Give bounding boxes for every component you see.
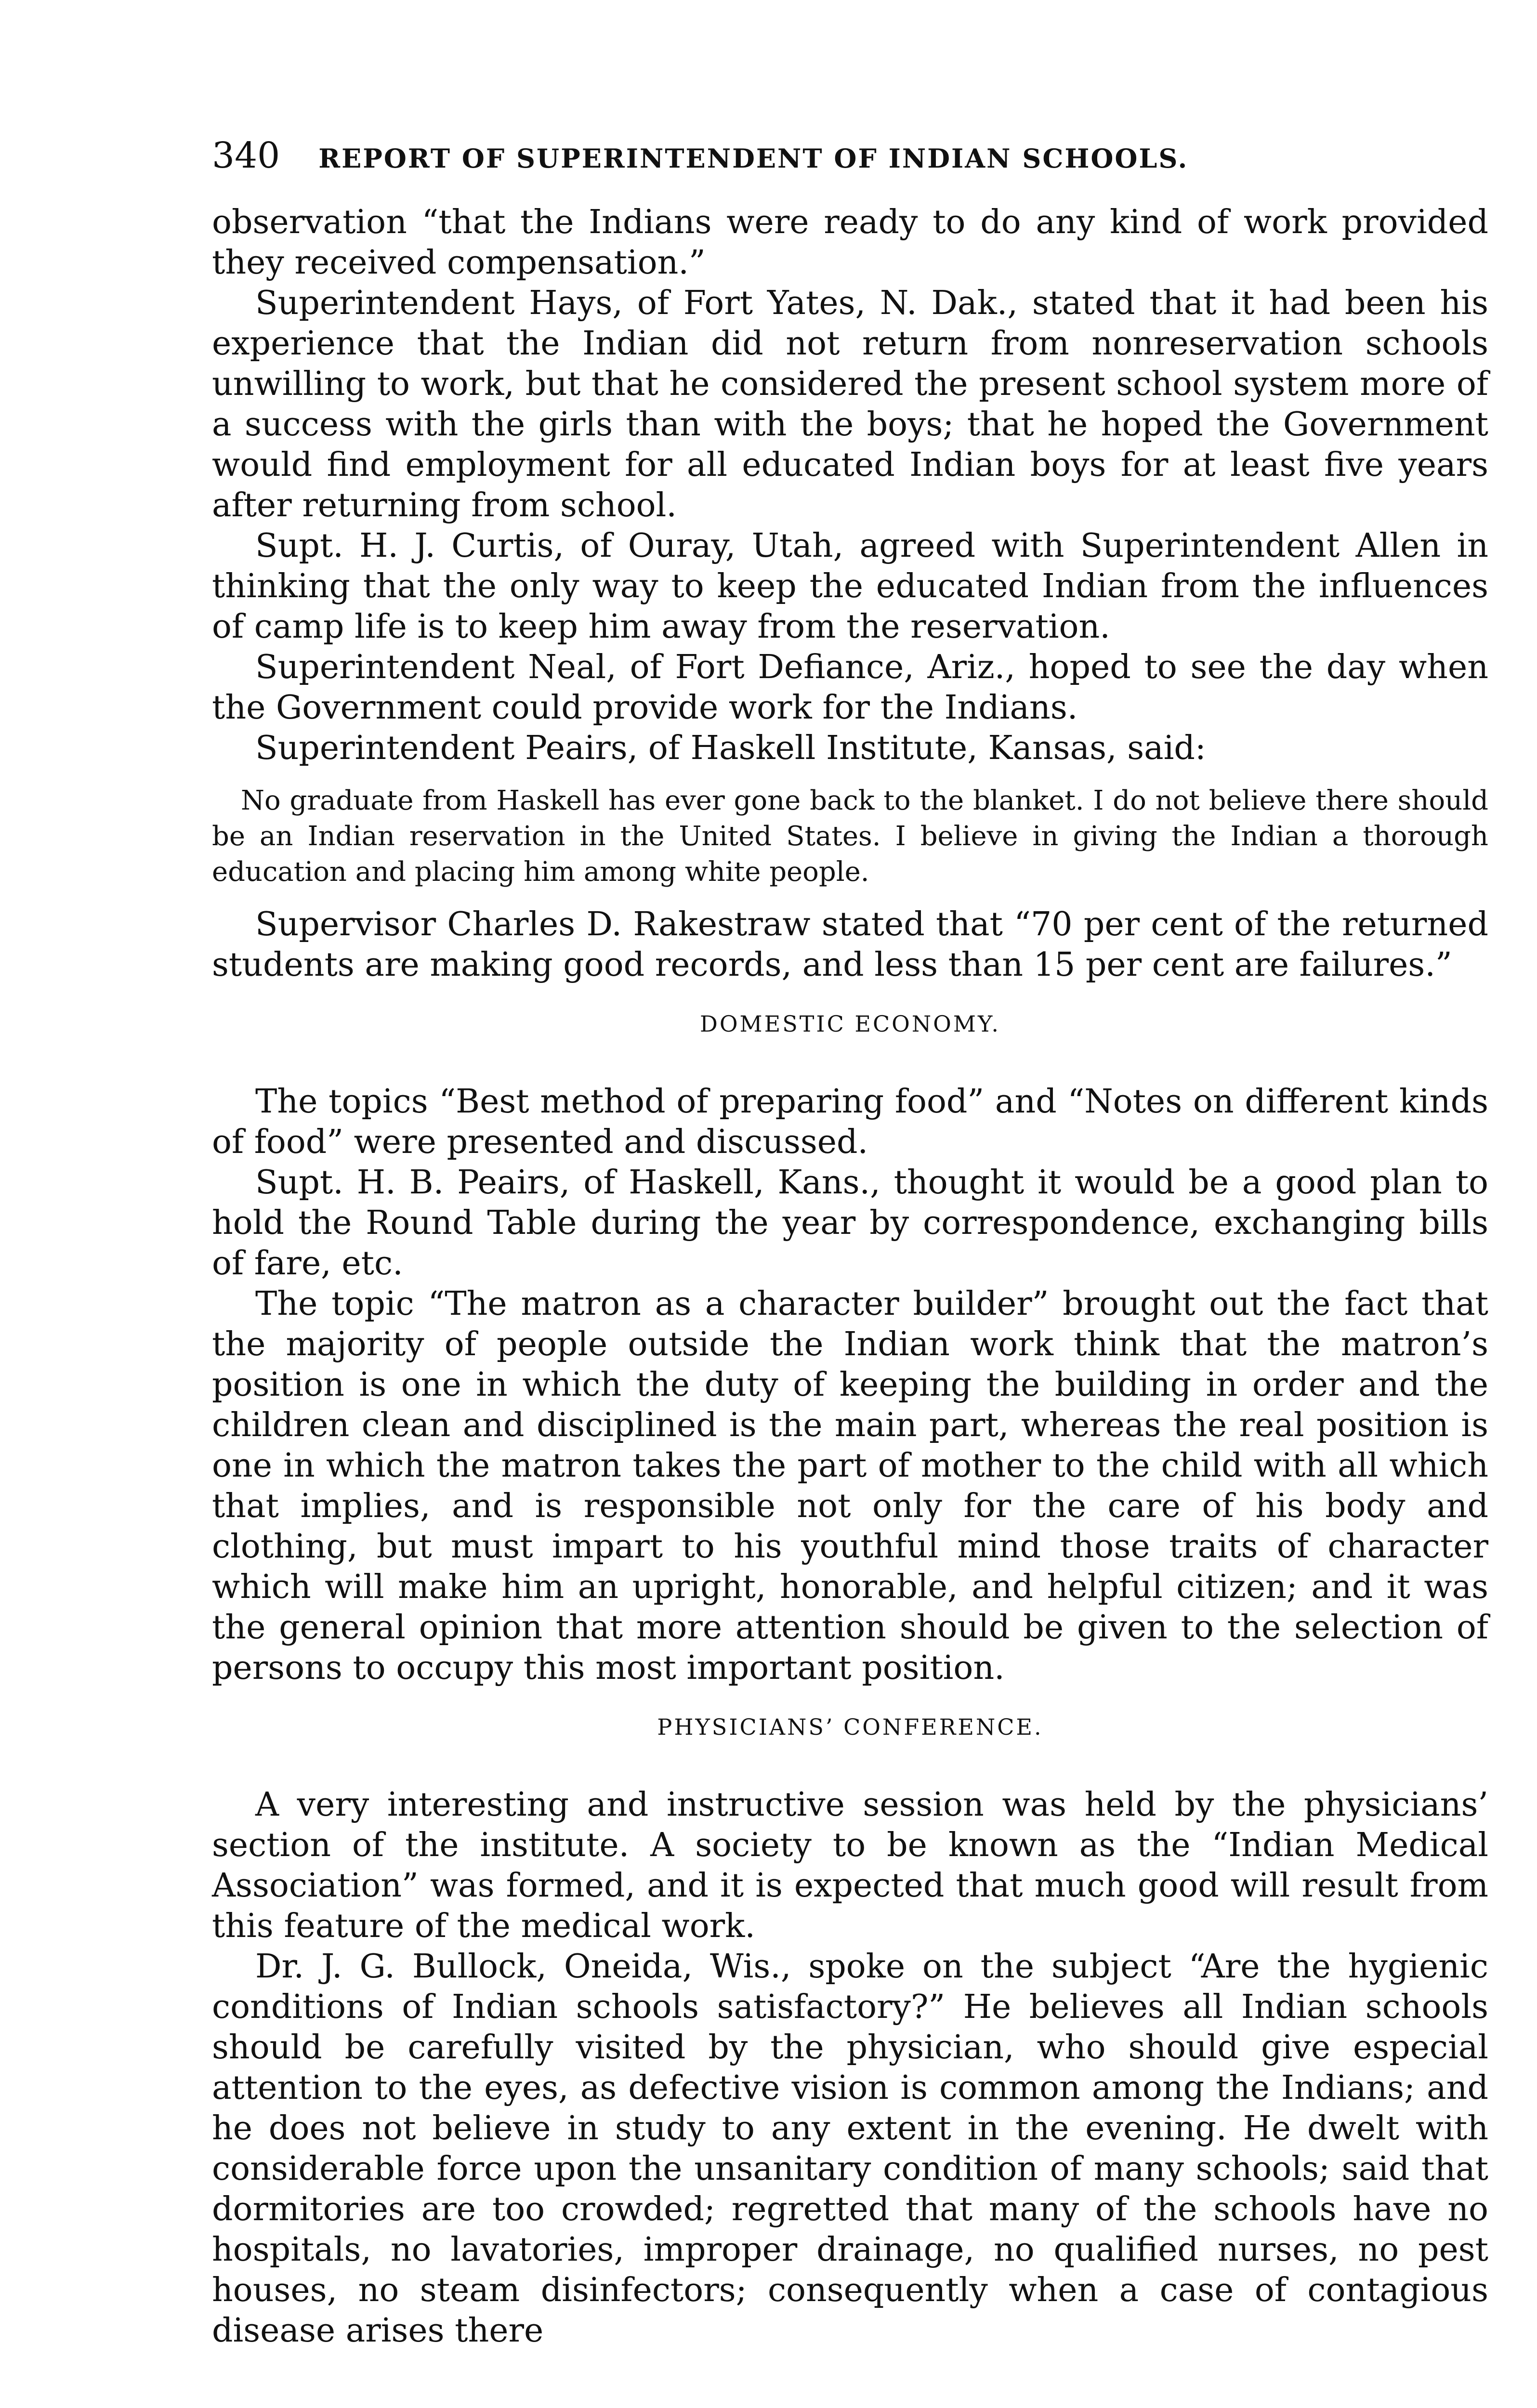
paragraph-neal: Superintendent Neal, of Fort Defiance, Ariz., hoped to see the day when the Government could provide work for the Indians. <box>212 648 1488 727</box>
intro-section <box>212 202 1488 769</box>
paragraph-matron: The topic “The matron as a character builder” brought out the fact that the majority of people outside the Indian work think that the matron’s position is one in which the duty of keeping the building in order and the children clean and disciplined is the main part, whereas the real position is one in which the matron takes the part of mother to the child with all which that implies, and is responsible not only for the care of his body and clothing, but must impart to his youthful mind those traits of character which will make him an upright, honorable, and helpful citizen; and it was the general opinion that more attention should be given to the selection of persons to occupy this most important position. <box>212 1285 1488 1687</box>
paragraph-medical-association: A very interesting and instructive session was held by the physicians’ section of the institute. A society to be known as the “Indian Medical Association” was formed, and it is expected that much good will result from this feature of the medical work. <box>212 1786 1488 1945</box>
paragraph-peairs: Superintendent Peairs, of Haskell Institute, Kansas, said: <box>255 729 1206 767</box>
running-head <box>212 135 1488 188</box>
document-page <box>212 135 1488 2408</box>
page-number: 340 <box>212 135 280 176</box>
running-title: REPORT OF SUPERINTENDENT OF INDIAN SCHOOLS. <box>318 143 1189 174</box>
paragraph-continuation: observation “that the Indians were ready to do any kind of work provided they received compensation.” <box>212 203 1488 282</box>
paragraph-topics: The topics “Best method of preparing food” and “Notes on different kinds of food” were presented and discussed. <box>212 1083 1488 1161</box>
physicians-conference-section <box>212 1785 1488 2351</box>
peairs-quotation: No graduate from Haskell has ever gone back to the blanket. I do not believe there should be an Indian reservation in the United States. I believe in giving the Indian a thorough education and placing him among white people. <box>212 785 1488 888</box>
rakestraw-section <box>212 904 1488 985</box>
paragraph-curtis: Supt. H. J. Curtis, of Ouray, Utah, agreed with Superintendent Allen in thinking that the only way to keep the educated Indian from the influences of camp life is to keep him away from the reservation. <box>212 527 1488 646</box>
paragraph-bullock: Dr. J. G. Bullock, Oneida, Wis., spoke on the subject “Are the hygienic conditions of Indian schools satisfactory?” He believes all Indian schools should be carefully visited by the physician, who should give especial attention to the eyes, as defective vision is common among the Indians; and he does not believe in study to any extent in the evening. He dwelt with considerable force upon the unsanitary condition of many schools; said that dormitories are too crowded; regretted that many of the schools have no hospitals, no lavatories, improper drainage, no qualified nurses, no pest houses, no steam disinfectors; consequently when a case of contagious disease arises there <box>212 1948 1488 2350</box>
heading-physicians-conference: PHYSICIANS’ CONFERENCE. <box>657 1714 1043 1740</box>
heading-domestic-economy: DOMESTIC ECONOMY. <box>699 1011 1001 1037</box>
paragraph-round-table: Supt. H. B. Peairs, of Haskell, Kans., thought it would be a good plan to hold the Round Table during the year by correspondence, exchanging bills of fare, etc. <box>212 1164 1488 1283</box>
domestic-economy-section <box>212 1082 1488 1688</box>
paragraph-rakestraw: Supervisor Charles D. Rakestraw stated that “70 per cent of the returned students are making good records, and less than 15 per cent are failures.” <box>212 905 1488 984</box>
paragraph-hays: Superintendent Hays, of Fort Yates, N. Dak., stated that it had been his experience that the Indian did not return from nonreservation schools unwilling to work, but that he considered the present school system more of a success with the girls than with the boys; that he hoped the Government would find employment for all educated Indian boys for at least five years after returning from school. <box>212 284 1488 524</box>
